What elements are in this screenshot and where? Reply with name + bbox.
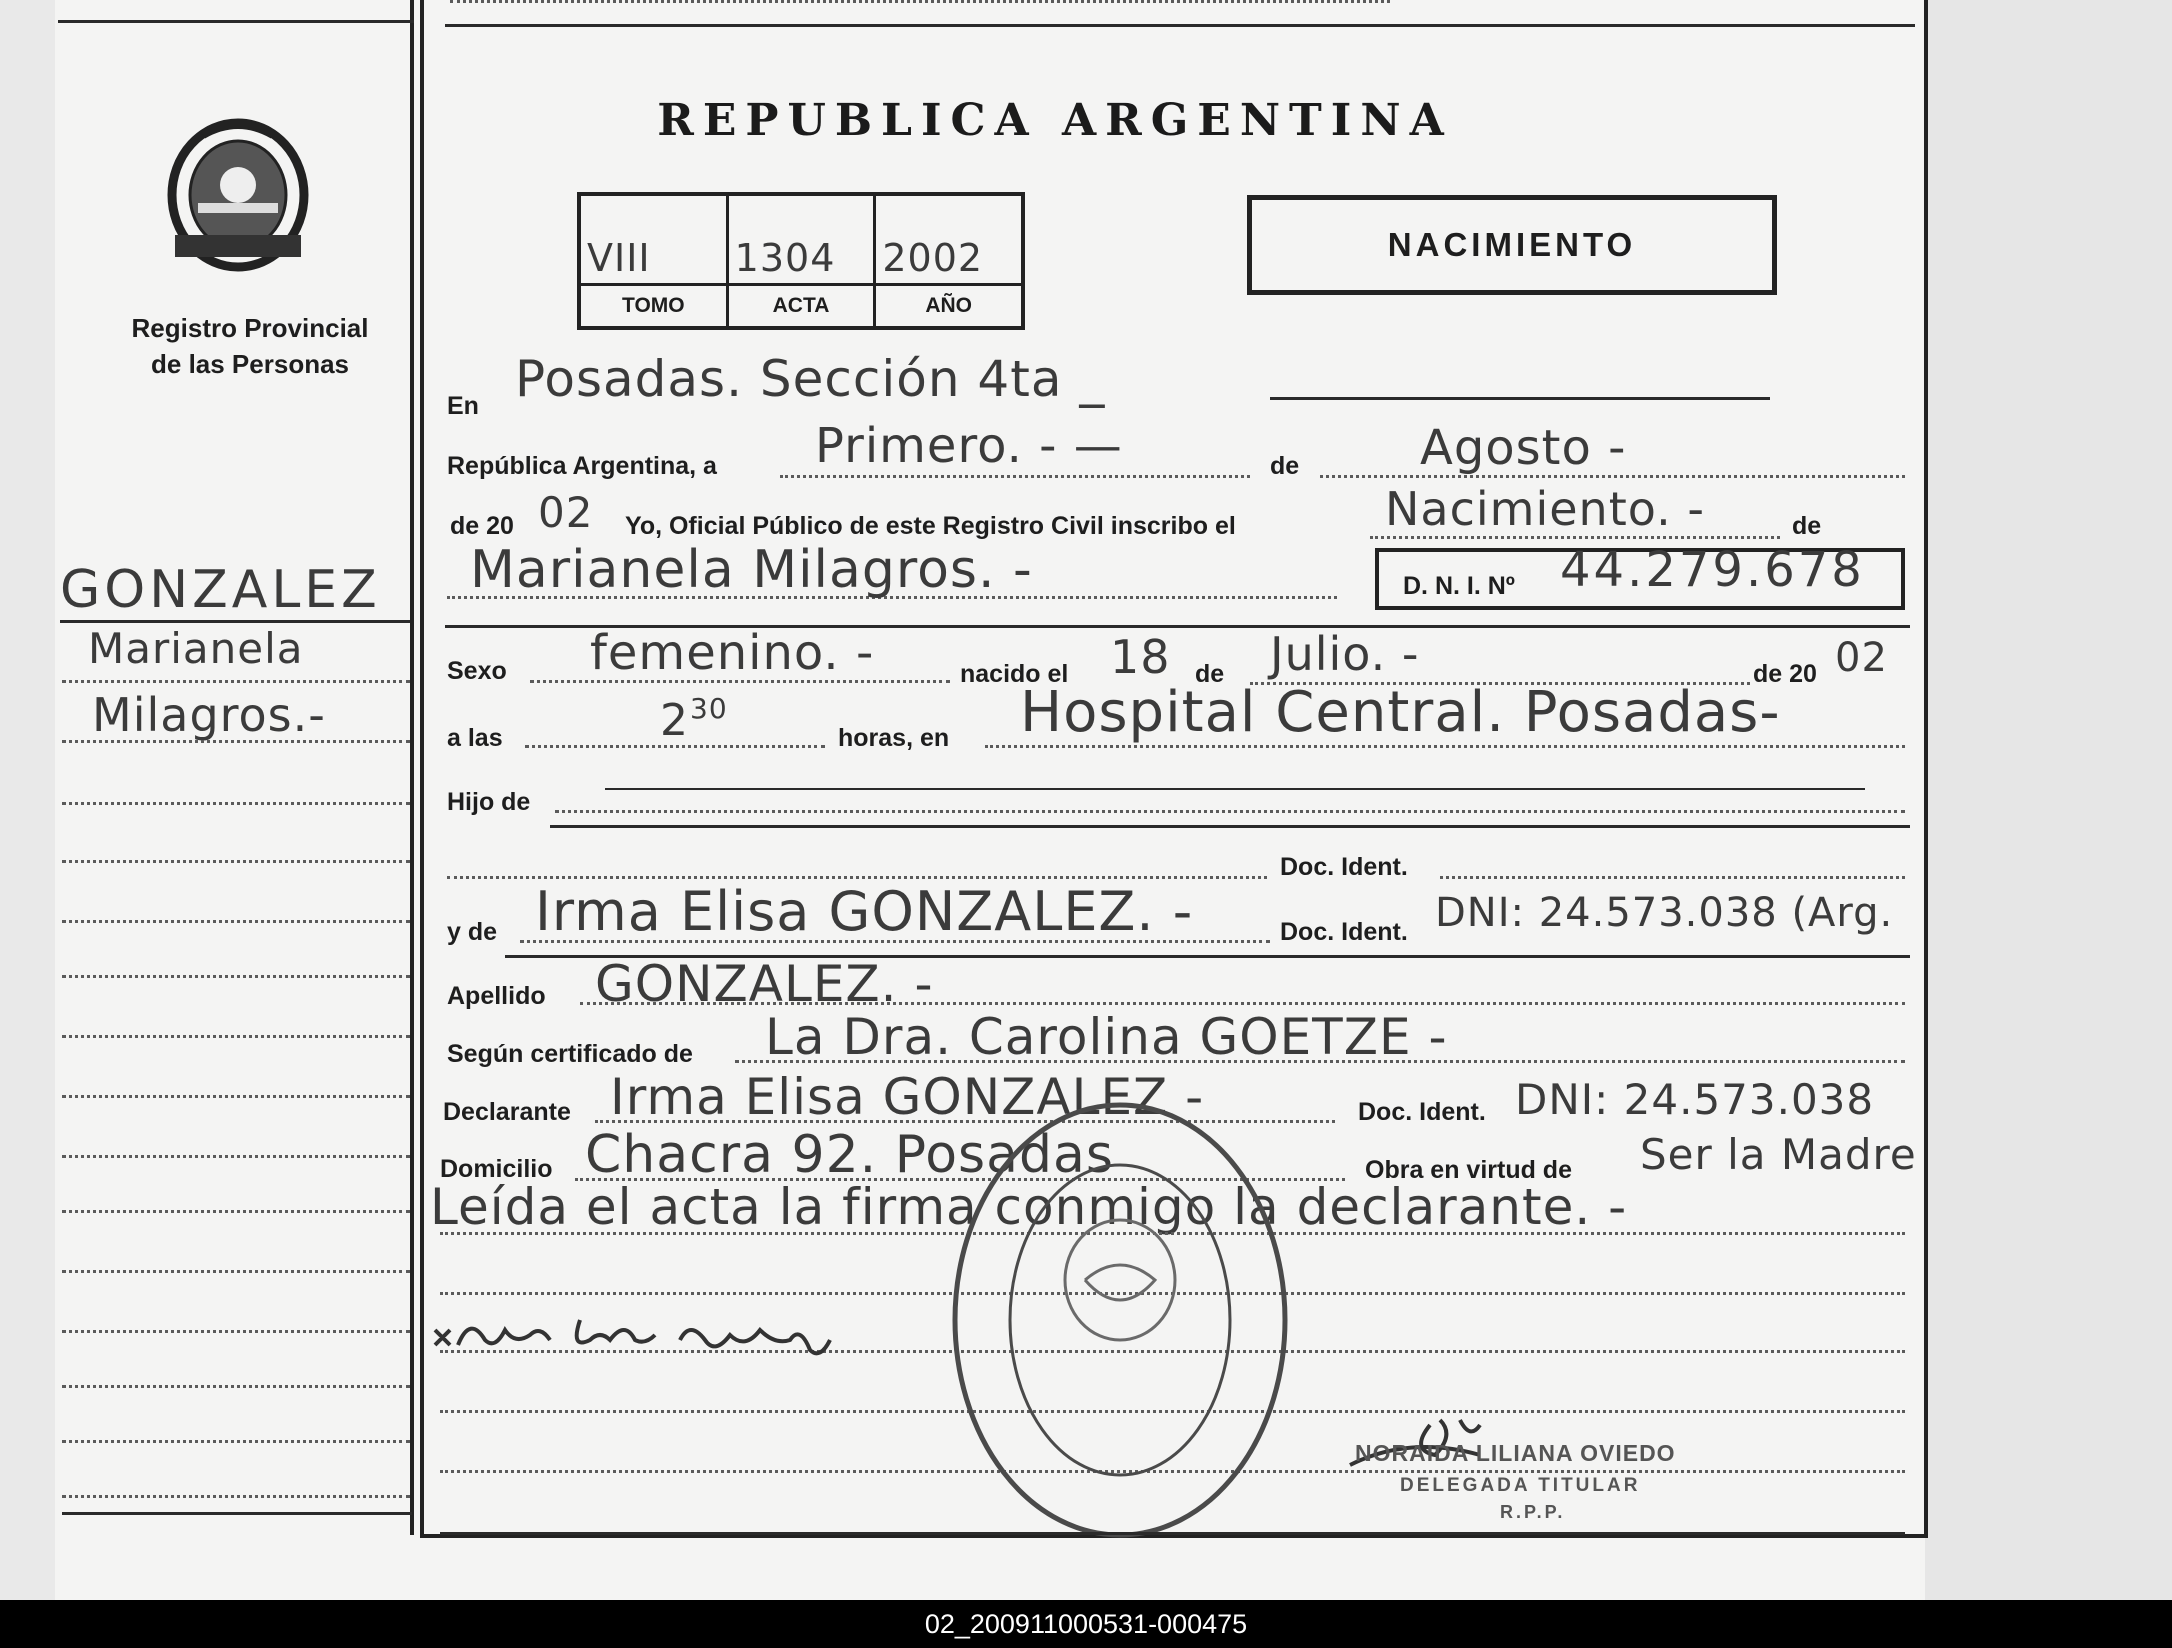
country-heading: REPUBLICA ARGENTINA [657,95,1453,146]
officer-name: NORAIDA LILIANA OVIEDO [1355,1440,1676,1466]
day-value: Primero. - — [815,418,1123,474]
dni-value: 44.279.678 [1560,542,1865,598]
margin-dots [62,1035,410,1038]
doc-ident-label-2: Doc. Ident. [1280,918,1408,946]
en-value: Posadas. Sección 4ta _ [515,350,1106,408]
birth-year-value: 02 [1835,635,1888,681]
margin-dots [62,1330,410,1333]
acta-value: 1304 [734,236,836,280]
apellido-value: GONZALEZ. - [595,955,934,1013]
declarante-value: Irma Elisa GONZALEZ - [610,1068,1205,1126]
official-stamp-icon [945,1080,1295,1540]
registry-name-line2: de las Personas [151,349,349,379]
de-label-3: de [1195,660,1225,688]
acta-label: ACTA [729,283,874,326]
en-label: En [447,392,479,420]
year-suffix-value: 02 [538,488,594,537]
nacido-label: nacido el [960,660,1069,688]
de-label-2: de [1792,512,1822,540]
top-rule-left [58,20,414,23]
officer-title: DELEGADA TITULAR [1400,1475,1641,1496]
certificado-value: La Dra. Carolina GOETZE - [765,1008,1448,1066]
page-edge [1925,0,2172,1600]
margin-surname: GONZALEZ [60,560,381,620]
republica-label: República Argentina, a [447,452,717,480]
hijo-label: Hijo de [447,788,531,816]
margin-dots [62,1155,410,1158]
margin-dots [62,860,410,863]
acta-cell [729,196,877,326]
margin-dots [62,920,410,923]
margin-given-name-1: Marianela [88,624,304,673]
birth-day-value: 18 [1110,630,1171,684]
declarant-signature-icon [430,1300,900,1370]
child-name-value: Marianela Milagros. - [470,540,1033,600]
mother-value: Irma Elisa GONZALEZ. - [535,880,1194,943]
birth-month-value: Julio. - [1270,627,1420,681]
de20-label: de 20 [1753,660,1817,688]
father-doc-dots [1440,876,1905,879]
place-line [985,745,1905,748]
margin-dots [62,1385,410,1388]
tomo-cell [581,196,729,326]
year-prefix-label: de 20 [450,512,514,540]
declarante-doc-value: DNI: 24.573.038 [1515,1075,1875,1124]
officer-office: R.P.P. [1500,1502,1566,1522]
father-doc-line [447,876,1267,879]
obra-label: Obra en virtud de [1365,1156,1572,1184]
day-line [780,475,1250,478]
tomo-value: VIII [587,236,651,280]
officer-text: Yo, Oficial Público de este Registro Civil inscribo el [625,512,1236,540]
margin-dots [62,1495,410,1498]
tomo-label: TOMO [581,283,726,326]
place-value: Hospital Central. Posadas- [1020,680,1781,745]
province-seal-icon [163,115,313,275]
certificado-label: Según certificado de [447,1040,693,1068]
margin-dots [62,802,410,805]
leida-value: Leída el acta la firma conmigo la declarante. - [430,1178,1628,1236]
record-type-box: NACIMIENTO [1247,195,1777,295]
margin-dots [62,1210,410,1213]
margin-dots [62,1095,410,1098]
registry-name [100,310,400,382]
doc-ident-label-3: Doc. Ident. [1358,1098,1486,1126]
dni-label: D. N. I. Nº [1403,572,1515,600]
margin-rule [60,620,410,623]
event-value: Nacimiento. - [1385,482,1705,536]
bottom-rule [440,1532,1905,1535]
horas-label: horas, en [838,724,950,752]
margin-bottom-rule [62,1512,412,1515]
margin-dots [62,740,410,743]
top-rule-main [445,24,1915,27]
yde-label: y de [447,918,498,946]
registry-name-line1: Registro Provincial [131,313,369,343]
domicilio-value: Chacra 92. Posadas [585,1125,1114,1185]
sexo-value: femenino. - [590,625,875,681]
month-value: Agosto - [1420,420,1627,476]
ano-value: 2002 [882,236,984,280]
obra-value: Ser la Madre [1640,1130,1917,1179]
domicilio-label: Domicilio [440,1155,553,1183]
minute-value: 30 [690,692,728,725]
margin-given-name-2: Milagros.- [92,688,326,742]
hijo-strike [605,788,1865,790]
alas-label: a las [447,724,503,752]
hijo-rule [550,825,1910,828]
ano-cell [876,196,1021,326]
margin-dots [62,680,410,683]
hijo-line [555,810,1905,813]
en-rule [1270,397,1770,400]
de-label: de [1270,452,1300,480]
margin-dots [62,1270,410,1273]
reference-table [577,192,1025,330]
hour-value: 2 [660,695,689,746]
declarante-label: Declarante [443,1098,571,1126]
sexo-label: Sexo [447,657,507,685]
top-dotted [450,0,1390,3]
margin-dots [62,975,410,978]
doc-ident-label: Doc. Ident. [1280,853,1408,881]
footer-id: 02_200911000531-000475 [0,1600,2172,1648]
apellido-label: Apellido [447,982,546,1010]
margin-dots [62,1440,410,1443]
mother-doc-value: DNI: 24.573.038 (Arg. [1435,890,1894,936]
event-line [1370,536,1780,539]
ano-label: AÑO [876,283,1021,326]
